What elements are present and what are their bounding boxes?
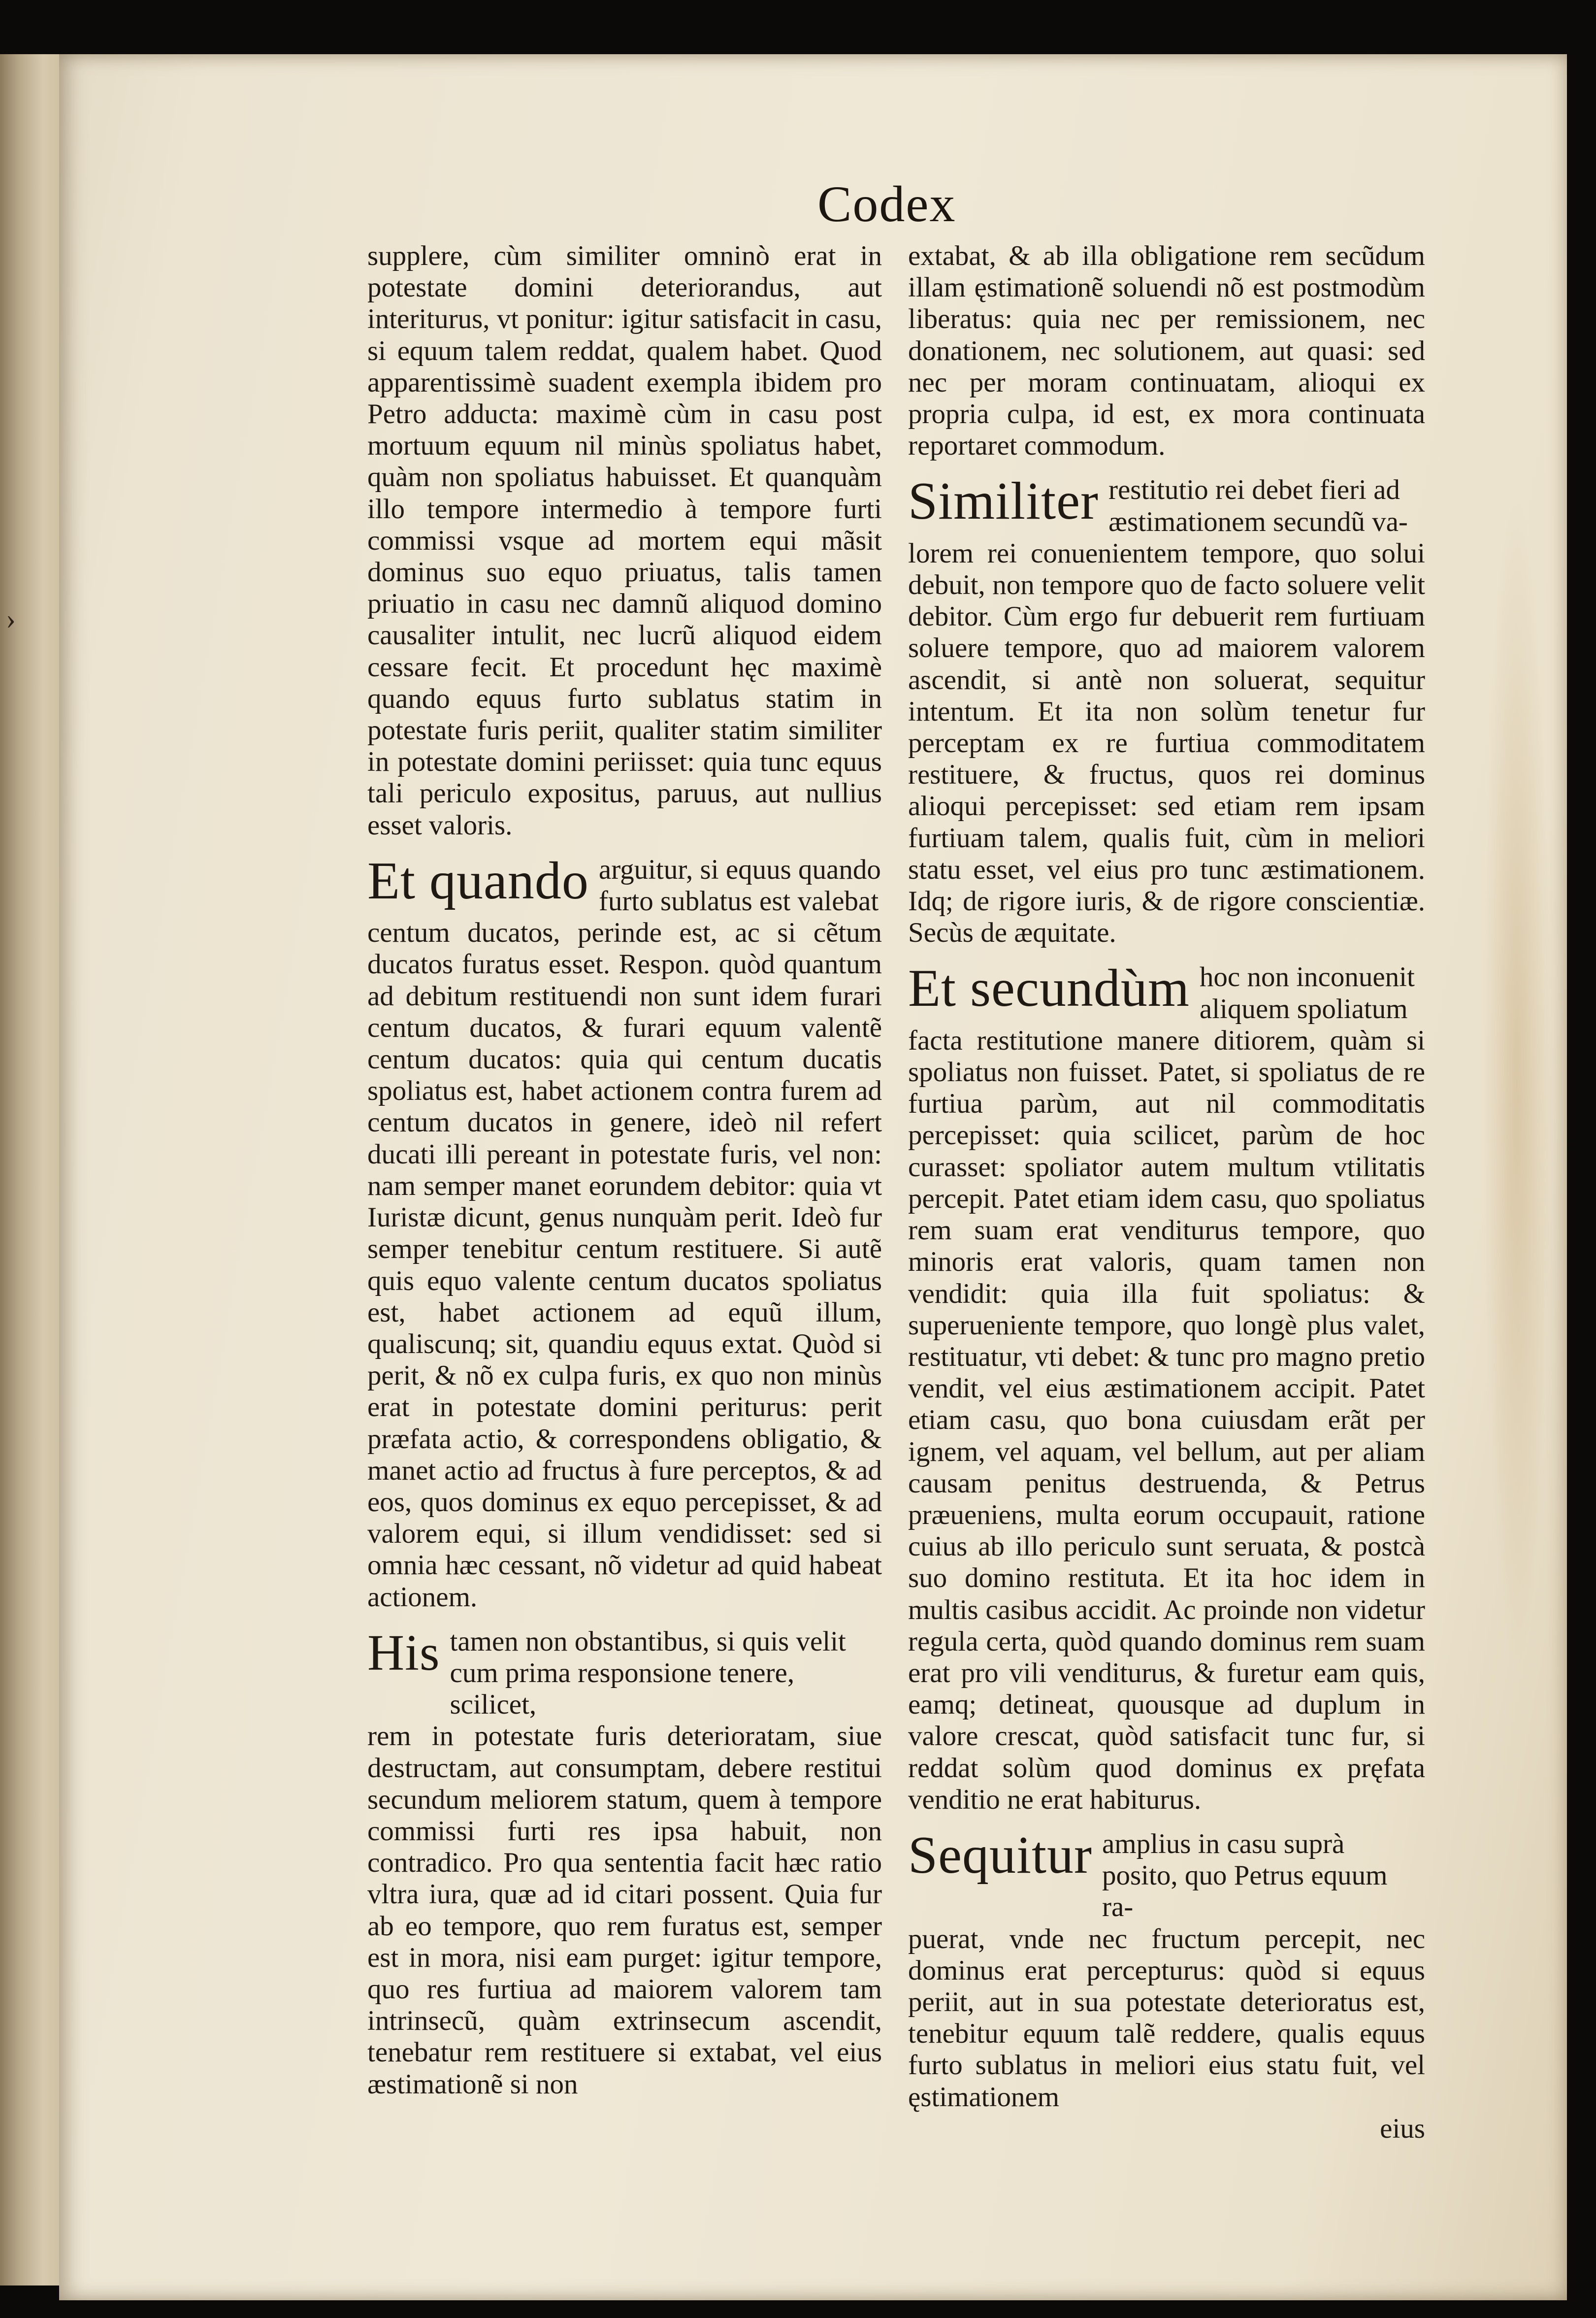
running-head: Codex [817, 176, 956, 232]
section-intro: amplius in casu suprà posito, quo Petrus equum ra- [1102, 1828, 1388, 1923]
section-intro: hoc non inconuenit aliquem spoliatum [1199, 961, 1415, 1025]
right-paragraph-2: lorem rei conuenientem tempore, quo solui debuit, non tempore quo de facto soluere velit debitor. Cùm ergo fur debuerit rem furtiuam soluere tempore, quo ad maiorem valorem ascendit, si antè non soluerat, sequitur intentum. Et ita non solùm tenetur fur perceptam ex re furtiua commoditatem restituere, & fructus, quos rei dominus alioqui percepisset: sed etiam rem ipsam furtiuam talem, qualis fuit, cùm in meliori statu esset, vel eius pro tunc æstimationem. Idq; de rigore iuris, & de rigore conscientiæ. Secùs de æquitate. [908, 537, 1425, 949]
catchword: eius [1380, 2113, 1425, 2144]
section-intro: arguitur, si equus quando furto sublatus est valebat [598, 854, 881, 917]
page-stain [1482, 493, 1551, 1675]
section-initial: Similiter [908, 472, 1099, 531]
left-paragraph-1: supplere, cùm similiter omninò erat in potestate domini deteriorandus, aut interiturus, vt ponitur: igitur satisfacit in casu, si equum talem reddat, qualem habet. Quod apparentissimè suadent exempla ibidem pro Petro adducta: maximè cùm in casu post mortuum equum nil minùs spoliatus habet, quàm non spoliatus habuisset. Et quanquàm illo tempore intermedio à tempore furti commissi vsque ad mortem equi mãsit dominus suo equo priuatus, talis tamen priuatio in casu nec damnũ aliquod domino causaliter intulit, nec lucrũ aliquod eidem cessare fecit. Et procedunt hęc maximè quando equus furto sublatus statim in potestate furis periit, qualiter statim similiter in potestate domini periisset: quia tunc equus tali periculo expositus, paruus, aut nullius esset valoris. [367, 240, 882, 841]
left-paragraph-2: centum ducatos, perinde est, ac si cẽtum ducatos furatus esset. Respon. quòd quantum ad debitum restituendi non sunt idem furari centum ducatos, & furari equum valentẽ centum ducatos: quia qui centum ducatis spoliatus est, habet actionem contra furem ad centum ducatos in genere, ideò nil refert ducati illi pereant in potestate furis, vel non: nam semper manet eorundem debitor: quia vt Iuristæ dicunt, genus nunquàm perit. Ideò fur semper tenebitur centum restituere. Si autẽ quis equo valente centum ducatos spoliatus est, habet actionem ad equũ illum, qualiscunq; sit, quandiu equus extat. Quòd si perit, & nõ ex culpa furis, ex quo non minùs erat in potestate domini periturus: perit præfata actio, & correspondens obligatio, & manet actio ad fructus à fure perceptos, & ad eos, quos dominus ex equo percepisset, & ad valorem equi, si illum vendidisset: sed si omnia hæc cessant, nõ videtur ad quid habeat actionem. [367, 917, 882, 1613]
left-section-et-quando [367, 851, 882, 917]
book-fore-edge [0, 54, 66, 2285]
right-paragraph-1: extabat, & ab illa obligatione rem secũdum illam ęstimationẽ soluendi nõ est postmodùm liberatus: quia nec per remissionem, nec donationem, nec solutionem, aut quasi: sed nec per moram continuatam, alioqui ex propria culpa, id est, ex mora continuata reportaret commodum. [908, 240, 1425, 462]
section-initial: Et secundùm [908, 959, 1190, 1018]
right-paragraph-3: facta restitutione manere ditiorem, quàm si spoliatus non fuisset. Patet, si spoliatus de re furtiua parùm, aut nil commoditatis percepisset: quia scilicet, parùm de hoc curasset: spoliator autem multum vtilitatis percepit. Patet etiam idem casu, quo spoliatus rem suam erat venditurus tempore, quo minoris erat valoris, quam tamen non vendidit: quia illa fuit spoliatus: & superueniente tempore, quo longè plus valet, restituatur, vti debet: & tunc pro magno pretio vendit, vel eius æstimationem accipit. Patet etiam casu, quo bona cuiusdam erãt per ignem, vel aquam, vel bellum, aut per aliam causam penitus destruenda, & Petrus præueniens, multa eorum occupauit, ratione cuius ab illo periculo sunt seruata, & postcà suo domino restituta. Et ita hoc idem in multis casibus accidit. Ac proinde non videtur regula certa, quòd quando dominus rem suam erat pro vili venditurus, & furetur eam quis, eamq; detineat, quousque ad duplum in valore crescat, quòd satisfacit tunc fur, si reddat solùm quod dominus ex pręfata venditio ne erat habiturus. [908, 1025, 1425, 1815]
section-intro: tamen non obstantibus, si quis velit cum prima responsione tenere, scilicet, [450, 1625, 846, 1721]
left-section-his [367, 1626, 882, 1721]
section-initial: Sequitur [908, 1825, 1092, 1885]
left-column [367, 240, 882, 2100]
left-paragraph-3: rem in potestate furis deterioratam, siue destructam, aut consumptam, debere restitui secundum meliorem statum, quem à tempore commissi furti res ipsa habuit, non contradico. Pro qua sententia facit hæc ratio vltra iura, quæ ad id citari possent. Quia fur ab eo tempore, quo rem furatus est, semper est in mora, nisi eam purget: igitur tempore, quo res furtiua ad maiorem valorem tam intrinsecũ, quàm extrinsecum ascendit, tenebatur rem restituere si extabat, vel eius æstimationẽ si non [367, 1721, 882, 2100]
right-section-et-secundum [908, 961, 1425, 1025]
section-initial: Et quando [367, 851, 589, 910]
section-intro: restitutio rei debet fieri ad æstimationem secundũ va- [1108, 474, 1408, 537]
section-initial: His [367, 1624, 440, 1681]
margin-mark: › [6, 602, 16, 635]
right-section-similiter [908, 474, 1425, 537]
right-column [908, 240, 1425, 2145]
right-paragraph-4: puerat, vnde nec fructum percepit, nec dominus erat percepturus: quòd si equus periit, aut in sua potestate deterioratus est, tenebitur equum talẽ reddere, qualis equus furto sublatus in meliori eius statu fuit, vel ęstimationem [908, 1923, 1425, 2113]
right-section-sequitur [908, 1825, 1425, 1923]
